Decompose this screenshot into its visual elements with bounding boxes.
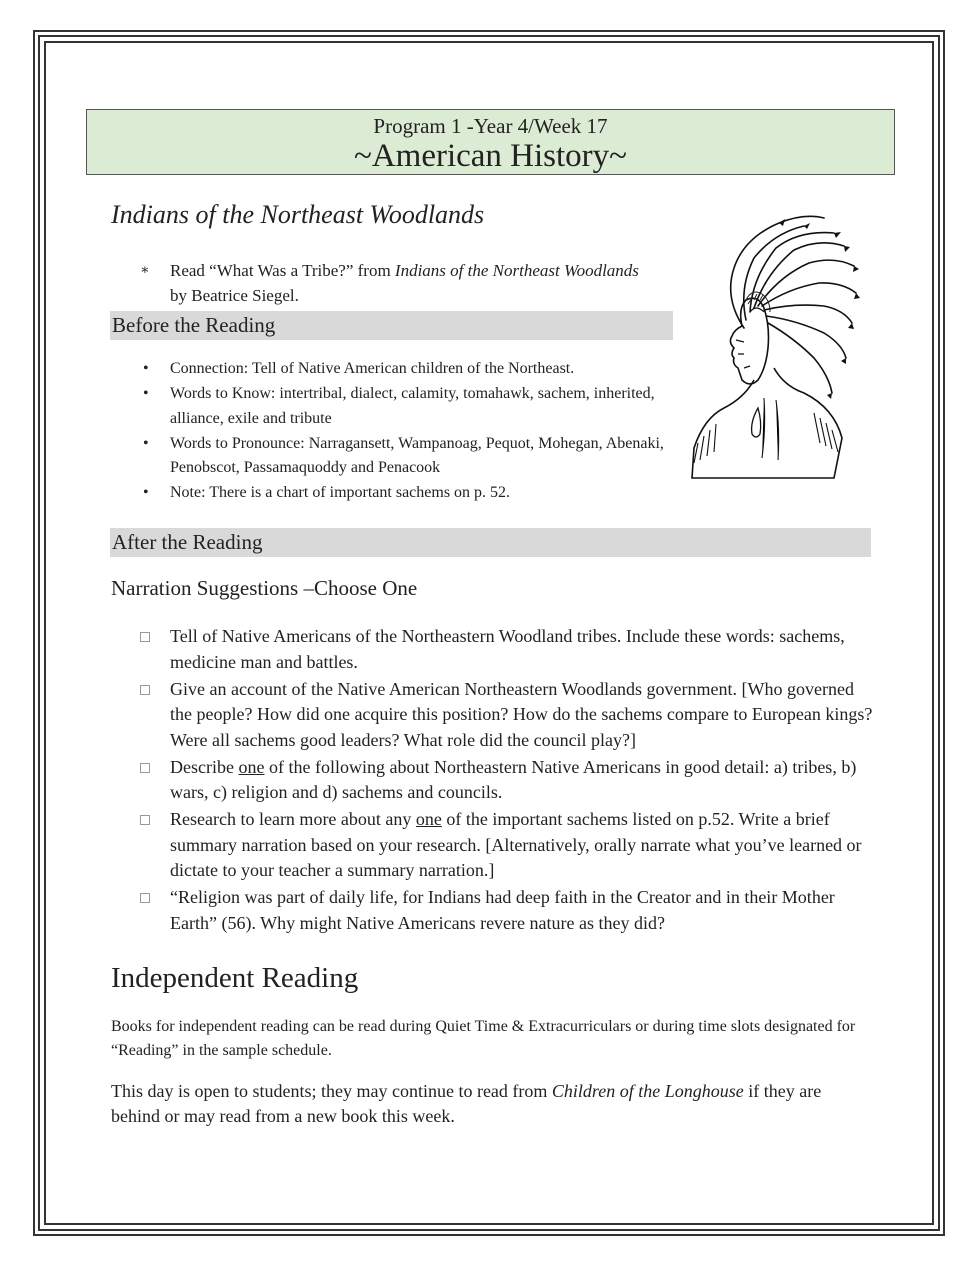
bullet-icon: •	[143, 434, 149, 452]
open-day-paragraph: This day is open to students; they may continue to read from Children of the Longhouse if they are behind or may read from a new book this week.	[111, 1081, 822, 1126]
checkbox-icon	[140, 632, 150, 642]
before-reading-list	[140, 357, 670, 506]
narration-option: Tell of Native Americans of the Northeastern Woodland tribes. Include these words: sachems, medicine man and battles.	[140, 624, 880, 675]
bullet-icon: •	[143, 385, 149, 402]
checkbox-icon	[140, 685, 150, 695]
bullet-icon: •	[143, 484, 149, 501]
list-item: • Words to Pronounce: Narragansett, Wampanoag, Pequot, Mohegan, Abenaki, Penobscot, Passamaquoddy and Penacook	[140, 432, 670, 481]
checkbox-icon	[140, 815, 150, 825]
section-title: Indians of the Northeast Woodlands	[111, 200, 485, 229]
narration-options-list	[140, 624, 880, 938]
native-american-chief-headdress-illustration	[684, 208, 864, 488]
independent-reading-paragraph: Books for independent reading can be read during Quiet Time & Extracurriculars or during time slots designated for “Reading” in the sample schedule.	[111, 1018, 856, 1059]
narration-option: Give an account of the Native American Northeastern Woodlands government. [Who governed the people? How did one acquire this position? How do the sachems compare to European kings? Were all sachems good leaders? What role did the council play?]	[140, 677, 880, 754]
list-item: • Connection: Tell of Native American children of the Northeast.	[140, 357, 670, 382]
asterisk-bullet-icon: ∗	[140, 263, 150, 278]
subject-title: ~American History~	[353, 138, 628, 174]
reading-prefix: Read “What Was a Tribe?” from	[170, 261, 395, 280]
checkbox-icon	[140, 763, 150, 773]
reading-book-title: Indians of the Northeast Woodlands	[394, 261, 639, 280]
bullet-icon: •	[143, 360, 149, 377]
narration-option: “Religion was part of daily life, for Indians had deep faith in the Creator and in their Mother Earth” (56). Why might Native Americans revere nature as they did?	[140, 885, 880, 936]
program-subtitle: Program 1 -Year 4/Week 17	[373, 114, 608, 138]
underlined-word: one	[415, 809, 442, 829]
before-reading-heading: Before the Reading	[110, 311, 673, 340]
book-title: Children of the Longhouse	[551, 1081, 744, 1101]
independent-reading-title: Independent Reading	[111, 962, 359, 994]
narration-option: Research to learn more about any one of the important sachems listed on p.52. Write a brief summary narration based on your research. [Alternatively, orally narrate what you’ve learned or dictate to your teacher a summary narration.]	[140, 807, 880, 884]
after-reading-heading: After the Reading	[110, 528, 871, 557]
reading-assignment	[140, 258, 680, 308]
underlined-word: one	[238, 756, 265, 777]
narration-option: Describe one of the following about Northeastern Native Americans in good detail: a) tribes, b) wars, c) religion and d) sachems and councils.	[140, 755, 880, 806]
list-item: • Note: There is a chart of important sachems on p. 52.	[140, 481, 670, 506]
page-header	[86, 109, 895, 175]
list-item: • Words to Know: intertribal, dialect, calamity, tomahawk, sachem, inherited, alliance, exile and tribute	[140, 382, 670, 431]
narration-title: Narration Suggestions –Choose One	[111, 576, 418, 600]
reading-author: by Beatrice Siegel.	[170, 286, 299, 305]
checkbox-icon	[140, 893, 150, 903]
